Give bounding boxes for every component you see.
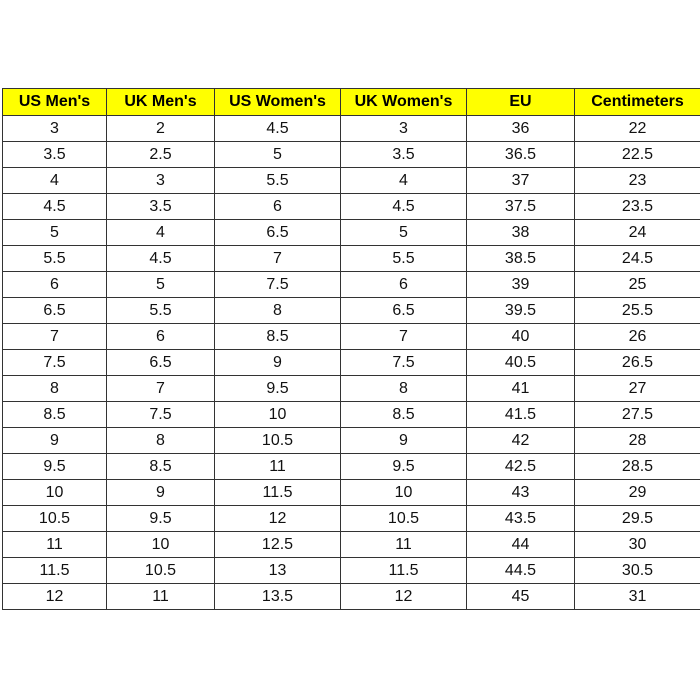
table-cell-us-womens: 5.5 bbox=[215, 168, 341, 194]
table-cell-eu: 36.5 bbox=[467, 142, 575, 168]
table-cell-eu: 38.5 bbox=[467, 246, 575, 272]
table-row bbox=[3, 168, 700, 194]
table-cell-uk-mens: 8 bbox=[107, 428, 215, 454]
table-row bbox=[3, 324, 700, 350]
table-row bbox=[3, 142, 700, 168]
table-cell-uk-mens: 6.5 bbox=[107, 350, 215, 376]
table-cell-uk-mens: 5 bbox=[107, 272, 215, 298]
table-cell-uk-mens: 3.5 bbox=[107, 194, 215, 220]
table-cell-eu: 44.5 bbox=[467, 558, 575, 584]
table-cell-us-mens: 5 bbox=[3, 220, 107, 246]
table-cell-uk-mens: 2.5 bbox=[107, 142, 215, 168]
table-cell-us-mens: 12 bbox=[3, 584, 107, 610]
table-cell-uk-mens: 11 bbox=[107, 584, 215, 610]
table-cell-uk-mens: 9 bbox=[107, 480, 215, 506]
table-cell-centimeters: 24 bbox=[575, 220, 700, 246]
table-cell-uk-womens: 10.5 bbox=[341, 506, 467, 532]
table-cell-uk-womens: 5.5 bbox=[341, 246, 467, 272]
table-row bbox=[3, 454, 700, 480]
table-cell-uk-womens: 11.5 bbox=[341, 558, 467, 584]
table-cell-centimeters: 30 bbox=[575, 532, 700, 558]
table-cell-uk-mens: 5.5 bbox=[107, 298, 215, 324]
table-cell-centimeters: 25 bbox=[575, 272, 700, 298]
table-cell-centimeters: 30.5 bbox=[575, 558, 700, 584]
table-cell-uk-mens: 3 bbox=[107, 168, 215, 194]
table-row bbox=[3, 506, 700, 532]
table-row bbox=[3, 558, 700, 584]
table-cell-eu: 42.5 bbox=[467, 454, 575, 480]
table-cell-eu: 38 bbox=[467, 220, 575, 246]
table-cell-uk-womens: 5 bbox=[341, 220, 467, 246]
table-cell-centimeters: 28 bbox=[575, 428, 700, 454]
table-cell-uk-mens: 10.5 bbox=[107, 558, 215, 584]
table-cell-uk-womens: 9 bbox=[341, 428, 467, 454]
table-cell-eu: 39 bbox=[467, 272, 575, 298]
table-cell-us-mens: 10.5 bbox=[3, 506, 107, 532]
table-cell-us-womens: 4.5 bbox=[215, 116, 341, 142]
table-body bbox=[3, 116, 700, 610]
table-cell-us-mens: 10 bbox=[3, 480, 107, 506]
table-cell-uk-womens: 7.5 bbox=[341, 350, 467, 376]
table-cell-eu: 37 bbox=[467, 168, 575, 194]
table-cell-us-womens: 11.5 bbox=[215, 480, 341, 506]
table-cell-us-mens: 11 bbox=[3, 532, 107, 558]
table-cell-us-mens: 7.5 bbox=[3, 350, 107, 376]
table-cell-uk-mens: 9.5 bbox=[107, 506, 215, 532]
table-cell-centimeters: 27 bbox=[575, 376, 700, 402]
table-cell-us-mens: 7 bbox=[3, 324, 107, 350]
table-row bbox=[3, 298, 700, 324]
table-cell-us-womens: 13 bbox=[215, 558, 341, 584]
table-cell-uk-mens: 7 bbox=[107, 376, 215, 402]
table-cell-uk-womens: 10 bbox=[341, 480, 467, 506]
table-cell-us-mens: 11.5 bbox=[3, 558, 107, 584]
table-cell-eu: 42 bbox=[467, 428, 575, 454]
table-cell-us-mens: 3.5 bbox=[3, 142, 107, 168]
table-cell-us-mens: 4.5 bbox=[3, 194, 107, 220]
table-cell-us-womens: 8 bbox=[215, 298, 341, 324]
table-cell-us-mens: 9 bbox=[3, 428, 107, 454]
table-cell-eu: 40.5 bbox=[467, 350, 575, 376]
table-row bbox=[3, 402, 700, 428]
table-cell-eu: 40 bbox=[467, 324, 575, 350]
table-cell-us-mens: 9.5 bbox=[3, 454, 107, 480]
table-row bbox=[3, 584, 700, 610]
table-cell-us-womens: 6 bbox=[215, 194, 341, 220]
table-cell-eu: 36 bbox=[467, 116, 575, 142]
column-header-eu: EU bbox=[467, 89, 575, 116]
table-cell-centimeters: 24.5 bbox=[575, 246, 700, 272]
table-cell-uk-womens: 8.5 bbox=[341, 402, 467, 428]
table-cell-us-mens: 8 bbox=[3, 376, 107, 402]
table-cell-uk-mens: 4.5 bbox=[107, 246, 215, 272]
table-cell-us-womens: 12.5 bbox=[215, 532, 341, 558]
table-cell-uk-womens: 4 bbox=[341, 168, 467, 194]
table-cell-us-mens: 3 bbox=[3, 116, 107, 142]
table-cell-uk-womens: 7 bbox=[341, 324, 467, 350]
table-cell-centimeters: 26.5 bbox=[575, 350, 700, 376]
table-cell-us-mens: 5.5 bbox=[3, 246, 107, 272]
table-cell-us-womens: 11 bbox=[215, 454, 341, 480]
table-cell-centimeters: 23 bbox=[575, 168, 700, 194]
table-row bbox=[3, 246, 700, 272]
table-cell-uk-womens: 6.5 bbox=[341, 298, 467, 324]
table-cell-uk-womens: 12 bbox=[341, 584, 467, 610]
table-cell-eu: 43.5 bbox=[467, 506, 575, 532]
table-cell-us-womens: 9 bbox=[215, 350, 341, 376]
table-cell-us-womens: 10 bbox=[215, 402, 341, 428]
table-cell-us-womens: 9.5 bbox=[215, 376, 341, 402]
table-cell-centimeters: 22.5 bbox=[575, 142, 700, 168]
table-cell-uk-mens: 6 bbox=[107, 324, 215, 350]
table-cell-us-womens: 7.5 bbox=[215, 272, 341, 298]
table-row bbox=[3, 116, 700, 142]
table-cell-eu: 45 bbox=[467, 584, 575, 610]
table-row bbox=[3, 480, 700, 506]
table-cell-eu: 41.5 bbox=[467, 402, 575, 428]
table-cell-eu: 44 bbox=[467, 532, 575, 558]
table-cell-uk-womens: 3 bbox=[341, 116, 467, 142]
table-cell-us-mens: 6 bbox=[3, 272, 107, 298]
size-chart-table bbox=[2, 88, 700, 610]
column-header-uk-mens: UK Men's bbox=[107, 89, 215, 116]
table-cell-uk-womens: 6 bbox=[341, 272, 467, 298]
table-cell-us-womens: 8.5 bbox=[215, 324, 341, 350]
table-cell-eu: 43 bbox=[467, 480, 575, 506]
table-cell-us-womens: 7 bbox=[215, 246, 341, 272]
column-header-uk-womens: UK Women's bbox=[341, 89, 467, 116]
table-cell-us-womens: 5 bbox=[215, 142, 341, 168]
table-cell-centimeters: 23.5 bbox=[575, 194, 700, 220]
table-cell-uk-mens: 7.5 bbox=[107, 402, 215, 428]
table-cell-us-mens: 4 bbox=[3, 168, 107, 194]
table-row bbox=[3, 376, 700, 402]
table-cell-uk-mens: 2 bbox=[107, 116, 215, 142]
table-cell-eu: 37.5 bbox=[467, 194, 575, 220]
table-cell-eu: 39.5 bbox=[467, 298, 575, 324]
table-header bbox=[3, 89, 700, 116]
table-cell-uk-womens: 9.5 bbox=[341, 454, 467, 480]
table-row bbox=[3, 532, 700, 558]
table-row bbox=[3, 220, 700, 246]
table-row bbox=[3, 194, 700, 220]
table-cell-centimeters: 26 bbox=[575, 324, 700, 350]
table-cell-centimeters: 31 bbox=[575, 584, 700, 610]
table-row bbox=[3, 350, 700, 376]
table-cell-us-womens: 10.5 bbox=[215, 428, 341, 454]
table-row bbox=[3, 428, 700, 454]
table-cell-us-womens: 12 bbox=[215, 506, 341, 532]
table-cell-us-mens: 6.5 bbox=[3, 298, 107, 324]
table-cell-uk-womens: 3.5 bbox=[341, 142, 467, 168]
table-cell-uk-mens: 4 bbox=[107, 220, 215, 246]
table-cell-uk-mens: 8.5 bbox=[107, 454, 215, 480]
header-row bbox=[3, 89, 700, 116]
table-cell-eu: 41 bbox=[467, 376, 575, 402]
table-cell-centimeters: 28.5 bbox=[575, 454, 700, 480]
table-row bbox=[3, 272, 700, 298]
table-cell-us-mens: 8.5 bbox=[3, 402, 107, 428]
table-cell-centimeters: 29.5 bbox=[575, 506, 700, 532]
table-cell-uk-womens: 8 bbox=[341, 376, 467, 402]
column-header-us-mens: US Men's bbox=[3, 89, 107, 116]
table-cell-uk-mens: 10 bbox=[107, 532, 215, 558]
table-cell-us-womens: 13.5 bbox=[215, 584, 341, 610]
table-cell-centimeters: 22 bbox=[575, 116, 700, 142]
table-cell-us-womens: 6.5 bbox=[215, 220, 341, 246]
column-header-us-womens: US Women's bbox=[215, 89, 341, 116]
column-header-centimeters: Centimeters bbox=[575, 89, 700, 116]
table-cell-uk-womens: 11 bbox=[341, 532, 467, 558]
table-cell-uk-womens: 4.5 bbox=[341, 194, 467, 220]
table-cell-centimeters: 29 bbox=[575, 480, 700, 506]
table-cell-centimeters: 27.5 bbox=[575, 402, 700, 428]
table-cell-centimeters: 25.5 bbox=[575, 298, 700, 324]
